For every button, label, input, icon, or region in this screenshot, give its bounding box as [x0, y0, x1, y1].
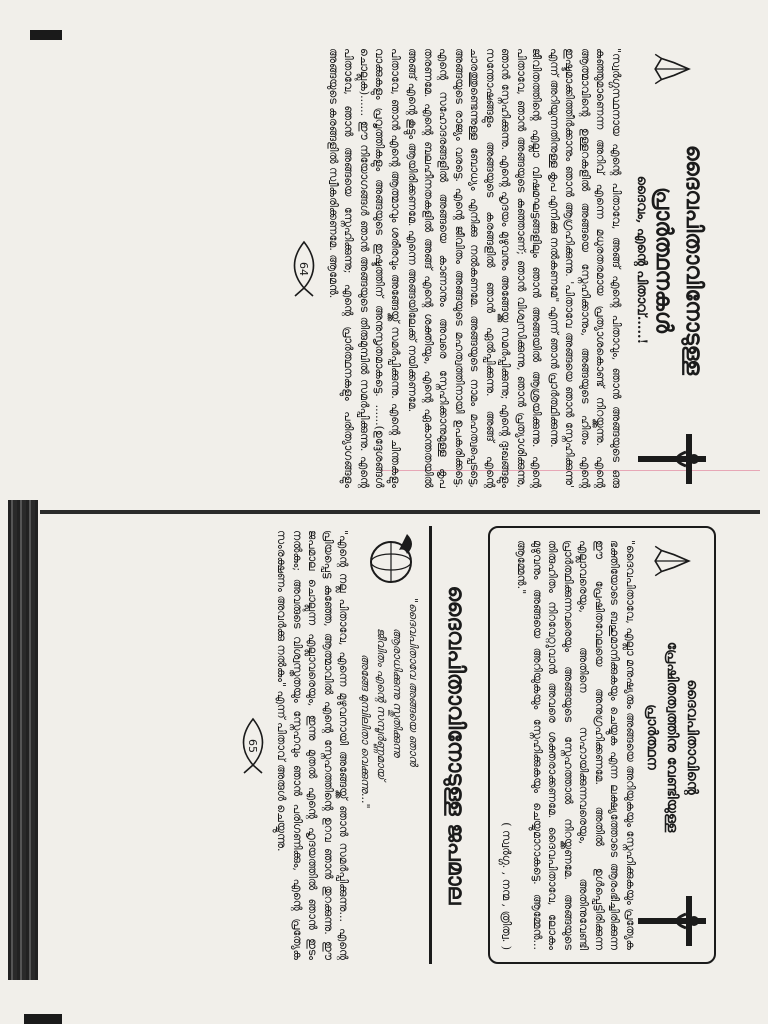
fish-icon [290, 238, 320, 298]
page-64 [110, 48, 720, 488]
page-64-number-text: 64 [297, 262, 311, 276]
fish-icon [238, 715, 268, 775]
hymn-line: ജീവിതം എന്റെ സമ്പൂർണ്ണമായ് [375, 628, 389, 780]
page-64-title: ദൈവപിതാവിനോടുള്ള പ്രാർത്ഥനകൾ [651, 144, 708, 376]
praying-hands-icon [651, 48, 693, 90]
page-fold-line [40, 510, 760, 514]
mission-prayer-box [489, 526, 717, 964]
mission-prayer-title-2: പ്രേഷിതത്വത്തിനു വേണ്ടിയുള്ള [664, 641, 680, 833]
rosary-hymn-text [358, 598, 422, 960]
page-65-number [238, 520, 268, 970]
hymn-line: അങ്ങേ മുമ്പിലിതാ വെക്കുന്നു..." [359, 654, 373, 809]
book-spine-shadow [8, 500, 38, 980]
page-64-paragraph: പിതാവേ, ഞാൻ എന്റെ ആത്മാവും ശരീരവും അങ്ങേയ്ക്ക് സമർപ്പിക്കുന്നു. എന്റെ ചിന്തകളും വാക്കുകളും പ്രവൃത്തികളും അങ്ങയുടെ ഇഷ്ടത്തിന് അനുസൃതമാകട്ടെ. ......(ഉദ്ദേശങ്ങൾ ചൊല്ലുക)...... ഈ നിയോഗങ്ങൾ ഞാൻ അങ്ങയുടെ തിരുമുമ്പിൽ സമർപ്പിക്കുന്നു. എന്റെ പിതാവേ, ഞാൻ അങ്ങയെ സ്നേഹിക്കുന്നു; എന്റെ പ്രാർത്ഥനകളും പരിത്യാഗങ്ങളും അങ്ങയുടെ കരങ്ങളിൽ സ്വീകരിക്കണമേ. ആമേൻ. [327, 48, 402, 488]
rosary-section-title [430, 526, 481, 964]
dove-globe-icon [366, 530, 422, 586]
mission-prayer-title-3: പ്രാർത്ഥന [644, 704, 660, 770]
mission-prayer-header [638, 540, 706, 950]
page-65 [110, 520, 720, 970]
crucifix-icon [636, 892, 708, 950]
scan-artifact-top [30, 30, 62, 40]
mission-prayer-title-1: ദൈവപിതാവിന്റെ [684, 679, 700, 795]
page-65-number-text: 65 [246, 739, 259, 753]
rosary-intro-text: "എന്റെ നല്ല പിതാവേ, എന്നെ മുഴുവനായി അങ്ങേയ്ക്ക് ഞാൻ സമർപ്പിക്കുന്നു... എന്റെ പ്രിയപ്പെട്ട കുഞ്ഞേ, ആത്മാവിൽ എന്റെ സ്നേഹത്തിന്റെ ഉറവ ഞാൻ തുറക്കുന്നു. ഈ ജപമാല ചൊല്ലുന്ന എല്ലാവരെയും, ഇന്നു മുതൽ എന്റെ ഹൃദയത്തിൽ ഞാൻ ഇടം നൽകും; അവരുടെ വിശ്വസ്തതയും സ്നേഹവും ഞാൻ പരിഗണിക്കും, എന്റെ പ്രത്യേക സംരക്ഷണം അവർക്കു നൽകും" എന്ന് പിതാവ് അരുൾ ചെയ്യുന്നു. [275, 530, 351, 960]
crucifix-icon [636, 430, 708, 488]
rosary-hymn [358, 530, 422, 960]
mission-prayer-text: "ദൈവപിതാവേ, എല്ലാ മനുഷ്യരും അങ്ങയെ അറിയുകയും സ്നേഹിക്കുകയും പ്രത്യേക ഭക്തിയോടെ ബഹുമാനിക്കുകയും ചെയ്യുക എന്ന ലക്ഷ്യത്തോടെ ആരംഭിച്ചിരിക്കുന്ന ഈ പ്രേഷിതവേലയെ അനുഗ്രഹിക്കണമേ. അതിൽ ഉൾപ്പെട്ടിരിക്കുന്ന എല്ലാവരെയും, അതിനെ സഹായിക്കുന്നവരെയും, അതിനുവേണ്ടി പ്രാർത്ഥിക്കുന്നവരെയും അങ്ങയുടെ സ്നേഹത്താൽ നിറയ്ക്കണമേ. അങ്ങയുടെ തിരുഹിതം നിറവേറ്റുവാൻ അവരെ ശക്തരാക്കണമേ. ദൈവപിതാവേ, ലോകം മുഴുവനും അങ്ങയെ അറിയുകയും സ്നേഹിക്കുകയും ചെയ്യുമാറാകട്ടെ. ആമ്മേൻ... ആമ്മേൻ." [515, 540, 637, 950]
rosary-title-text: ദൈവപിതാവിനോടുള്ള ജപമാല [443, 585, 470, 905]
mission-prayer-reference: ( സ്വർഗ്ഗ. , നന്മ , ത്രിത്വ. ) [500, 822, 513, 950]
scan-artifact-bottom [24, 1014, 62, 1024]
hymn-line: "ദൈവപിതാവേ അങ്ങയെ ഞാൻ [407, 598, 421, 767]
page-64-paragraph: "സ്വർഗ്ഗസ്ഥനായ എന്റെ പിതാവേ, അങ്ങ് എന്റെ പിതാവും, ഞാൻ അങ്ങയുടെ ഒരു കുഞ്ഞുമാണെന്ന അറിവ് എന്നെ മധുരതരമായ പ്രത്യാശകൊണ്ട് നിറയ്ക്കുന്നു. എന്റെ ആത്മാവിന്റെ ഉള്ളറകളിൽ അങ്ങയെ സ്നേഹിക്കാനും, അങ്ങയുടെ ഹിതം എന്റെ ഇഷ്ടമാക്കിത്തീർക്കാനും ഞാൻ ആഗ്രഹിക്കുന്നു. 'പിതാവേ അങ്ങയെ ഞാൻ സ്നേഹിക്കുന്നു' എന്ന് അറിയുന്നതിനുള്ള കൃപ എനിക്കു നൽകണമേ" എന്ന് ഞാൻ പ്രാർത്ഥിക്കുന്നു. [548, 48, 623, 488]
page-64-paragraph: ജീവിതത്തിന്റെ എല്ലാ വിഷമഘട്ടങ്ങളിലും ഞാൻ അങ്ങയിൽ ആശ്രയിക്കുന്നു. എന്റെ പിതാവേ, ഞാൻ അങ്ങയുടെ കുഞ്ഞാണ്; ഞാൻ വിശ്വസിക്കുന്നു, ഞാൻ പ്രത്യാശിക്കുന്നു, ഞാൻ സ്നേഹിക്കുന്നു. എന്റെ ഹൃദയം മുഴുവനും അങ്ങേയ്ക്കു സമർപ്പിക്കുന്നു; എന്റെ ദുഃഖങ്ങളും സന്തോഷങ്ങളും അങ്ങയുടെ കരങ്ങളിൽ ഞാൻ ഏൽപ്പിക്കുന്നു. അങ്ങ് എന്റെ ചാരത്തുണ്ടെന്നുള്ള ബോധ്യം എനിക്കു നൽകണമേ. അങ്ങയുടെ നാമം മഹത്വപ്പെടട്ടെ, അങ്ങയുടെ രാജ്യം വരട്ടെ. എന്റെ ജീവിതം അങ്ങയുടെ മഹത്വത്തിനായി ഉപകരിക്കട്ടെ. എന്റെ സഹോദരങ്ങളിൽ അങ്ങയെ കാണാനും അവരെ സ്നേഹിക്കാനുമുള്ള കൃപ തരണമേ. എന്റെ ബലഹീനതകളിൽ അങ്ങ് എന്റെ ശക്തിയും, എന്റെ ഏകാന്തതയിൽ അങ്ങ് എന്റെ കൂട്ടും ആയിരിക്കണമേ. എന്നെ അങ്ങയിലേക്ക് നയിക്കണമേ. [406, 48, 544, 488]
page-64-body [326, 48, 625, 488]
page-64-number [290, 48, 320, 488]
praying-hands-icon [651, 540, 693, 582]
page-64-subtitle: ദൈവം, എന്റെ പിതാവ്.....! [634, 175, 650, 345]
page-64-header [624, 48, 720, 488]
hymn-line: ആരാധിക്കുന്നു സ്തുതിക്കുന്നു [391, 628, 405, 758]
